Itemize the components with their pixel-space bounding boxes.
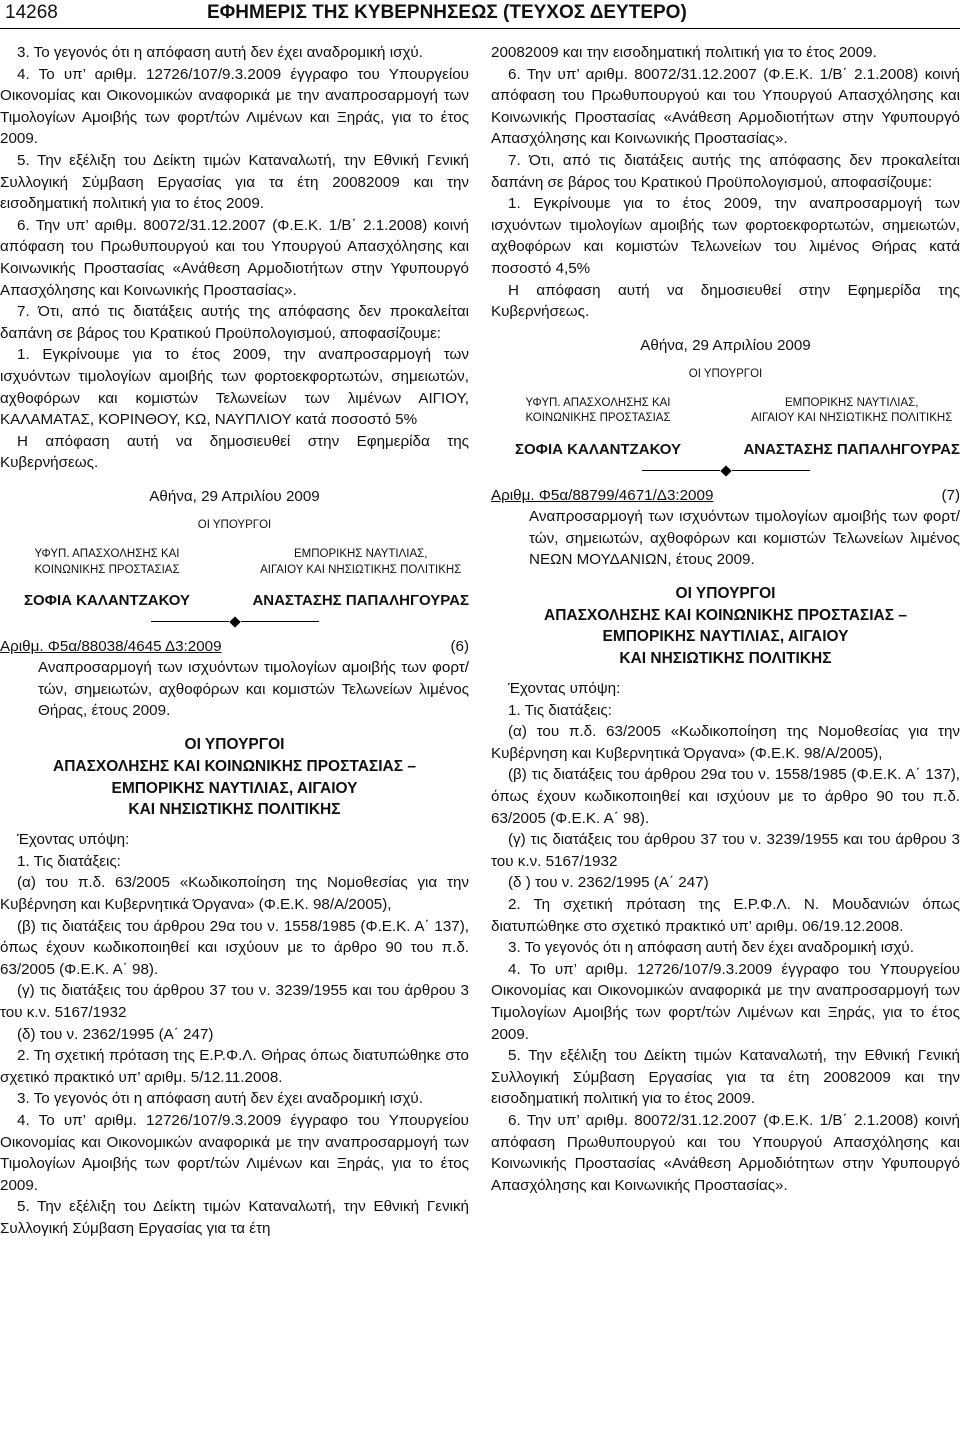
paragraph: 7. Ότι, από τις διατάξεις αυτής της απόφασης δεν προκαλείται δαπάνη σε βάρος του Κρατικού Προϋπολογισμού, αποφασίζουμε: [0,303,469,342]
decision-index: (6) [450,637,469,655]
paragraph: Έχοντας υπόψη: [508,680,621,698]
paragraph: 1. Τις διατάξεις: [508,701,612,719]
authority-heading: ΕΜΠΟΡΙΚΗΣ ΝΑΥΤΙΛΙΑΣ, ΑΙΓΑΙΟΥ [111,779,358,797]
paragraph: 1. Εγκρίνουμε για το έτος 2009, την αναπροσαρμογή των ισχυόντων τιμολογίων αμοιβής των φορτοεκφορτωτών, σημειωτών, αχθοφόρων και κομιστών Τελωνείων του λιμένος Θήρας κατά ποσοστό 4,5% [491,195,960,277]
paragraph: (γ) τις διατάξεις του άρθρου 37 του ν. 3239/1955 και του άρθρου 3 του κ.ν. 5167/1932 [491,831,960,870]
decision-number: Αριθμ. Φ5α/88799/4671/Δ3:2009 [491,486,714,504]
paragraph: 3. Το γεγονός ότι η απόφαση αυτή δεν έχει αναδρομική ισχύ. [17,44,423,61]
signatory-office: ΥΦΥΠ. ΑΠΑΣΧΟΛΗΣΗΣ ΚΑΙ [525,396,671,409]
authority-heading: ΕΜΠΟΡΙΚΗΣ ΝΑΥΤΙΛΙΑΣ, ΑΙΓΑΙΟΥ [602,628,849,646]
paragraph: 4. Το υπ’ αριθμ. 12726/107/9.3.2009 έγγραφο του Υπουργείου Οικονομίας και Οικονομικών αναφορικά με την αναπροσαρμογή των Τιμολογίων Αμοιβής των φορτ/τών Λιμένων και Ξηράς, για το έτος 2009. [0,65,469,148]
signature-date: Αθήνα, 29 Απριλίου 2009 [640,336,811,354]
ministers-label: ΟΙ ΥΠΟΥΡΓΟΙ [197,519,272,532]
signatory-office: ΑΙΓΑΙΟΥ ΚΑΙ ΝΗΣΙΩΤΙΚΗΣ ΠΟΛΙΤΙΚΗΣ [751,412,953,425]
paragraph: Η απόφαση αυτή να δημοσιευθεί στην Εφημερίδα της Κυβερνήσεως. [0,432,469,472]
separator-line [732,470,810,471]
paragraph: Η απόφαση αυτή να δημοσιευθεί στην Εφημερίδα της Κυβερνήσεως. [491,281,960,321]
ministers-label: ΟΙ ΥΠΟΥΡΓΟΙ [688,368,763,381]
decision-subject: Αναπροσαρμογή των ισχυόντων τιμολογίων αμοιβής των φορτ/τών, σημειωτών, αχθοφόρων και κομιστών Τελωνείων λιμένος ΝΕΩΝ ΜΟΥΔΑΝΙΩΝ, έτους 2009. [529,508,960,569]
signatory-name: ΑΝΑΣΤΑΣΗΣ ΠΑΠΑΛΗΓΟΥΡΑΣ [252,592,469,610]
diamond-icon [229,616,240,627]
paragraph: (δ) του ν. 2362/1995 (Α΄ 247) [17,1025,214,1043]
signatory-name: ΣΟΦΙΑ ΚΑΛΑΝΤΖΑΚΟΥ [515,440,682,458]
paragraph: (β) τις διατάξεις του άρθρου 29α του ν. 1558/1985 (Φ.Ε.Κ. Α΄ 137), όπως έχουν κωδικοποιηθεί και ισχύουν με το άρθρο 90 του π.δ. 63/2005 (Φ.Ε.Κ. Α΄ 98). [491,766,960,827]
paragraph: Έχοντας υπόψη: [17,831,130,849]
paragraph: 2. Τη σχετική πρόταση της Ε.Ρ.Φ.Λ. Ν. Μουδανιών όπως διατυπώθηκε στο σχετικό πρακτικό υπ’ αριθμ. 06/19.12.2008. [491,896,960,935]
signatory [24,547,190,612]
signatory-name: ΣΟΦΙΑ ΚΑΛΑΝΤΖΑΚΟΥ [24,592,191,610]
paragraph: 5. Την εξέλιξη του Δείκτη τιμών Καταναλωτή, την Εθνική Γενική Συλλογική Σύμβαση Εργασίας για τα έτη [0,1198,469,1237]
authority-heading: ΚΑΙ ΝΗΣΙΩΤΙΚΗΣ ΠΟΛΙΤΙΚΗΣ [619,650,832,668]
paragraph: 1. Τις διατάξεις: [17,852,121,870]
paragraph: 6. Την υπ’ αριθμ. 80072/31.12.2007 (Φ.Ε.Κ. 1/Β΄ 2.1.2008) κοινή απόφαση του Πρωθυπουργού και του Υπουργού Απασχόλησης και Κοινωνικής Προστασίας «Ανάθεση Αρμοδιοτήτων στην Υφυπουργό Απασχόλησης και Κοινωνικής Προστασίας». [491,65,960,148]
paragraph: 4. Το υπ’ αριθμ. 12726/107/9.3.2009 έγγραφο του Υπουργείου Οικονομίας και Οικονομικών αναφορικά με την αναπροσαρμογή των Τιμολογίων Αμοιβής των φορτ/τών Λιμένων και Ξηράς, για το έτος 2009. [491,960,960,1043]
decision-number: Αριθμ. Φ5α/88038/4645 Δ3:2009 [0,637,222,655]
page-number: 14268 [5,2,58,23]
paragraph: 7. Ότι, από τις διατάξεις αυτής της απόφασης δεν προκαλείται δαπάνη σε βάρος του Κρατικού Προϋπολογισμού, αποφασίζουμε: [491,151,960,191]
paragraph: 1. Εγκρίνουμε για το έτος 2009, την αναπροσαρμογή των ισχυόντων τιμολογίων αμοιβής των φορτοεκφορτωτών, σημειωτών, αχθοφόρων και κομιστών Τελωνείων των λιμένων ΑΙΓΙΟΥ, ΚΑΛΑΜΑΤΑΣ, ΚΟΡΙΝΘΟΥ, ΚΩ, ΝΑΥΠΛΙΟΥ κατά ποσοστό 5% [0,346,469,429]
signatory-office: ΥΦΥΠ. ΑΠΑΣΧΟΛΗΣΗΣ ΚΑΙ [34,548,180,561]
decision-header [491,485,960,507]
signature-date: Αθήνα, 29 Απριλίου 2009 [149,487,320,505]
authority-heading: ΑΠΑΣΧΟΛΗΣΗΣ ΚΑΙ ΚΟΙΝΩΝΙΚΗΣ ΠΡΟΣΤΑΣΙΑΣ – [544,606,907,624]
signature-block [0,547,469,612]
signatory-office: ΕΜΠΟΡΙΚΗΣ ΝΑΥΤΙΛΙΑΣ, [784,396,919,409]
signatory-office: ΚΟΙΝΩΝΙΚΗΣ ΠΡΟΣΤΑΣΙΑΣ [525,412,671,425]
authority-heading: ΑΠΑΣΧΟΛΗΣΗΣ ΚΑΙ ΚΟΙΝΩΝΙΚΗΣ ΠΡΟΣΤΑΣΙΑΣ – [53,757,416,775]
gazette-title: ΕΦΗΜΕΡΙΣ ΤΗΣ ΚΥΒΕΡΝΗΣΕΩΣ (ΤΕΥΧΟΣ ΔΕΥΤΕΡΟ) [207,2,687,23]
decision-subject: Αναπροσαρμογή των ισχυόντων τιμολογίων αμοιβής των φορτ/τών, σημειωτών, αχθοφόρων και κομιστών Τελωνείων λιμένος Θήρας, έτους 2009. [38,659,469,720]
paragraph: (α) του π.δ. 63/2005 «Κωδικοποίηση της Νομοθεσίας για την Κυβέρνηση και Κυβερνητικά Όργανα» (Φ.Ε.Κ. 98/Α/2005), [491,723,960,762]
paragraph: (δ ) του ν. 2362/1995 (Α΄ 247) [508,874,709,892]
authority-heading: ΟΙ ΥΠΟΥΡΓΟΙ [184,736,285,754]
paragraph: 6. Την υπ’ αριθμ. 80072/31.12.2007 (Φ.Ε.Κ. 1/Β΄ 2.1.2008) κοινή απόφαση του Πρωθυπουργού και του Υπουργού Απασχόλησης και Κοινωνικής Προστασίας «Ανάθεση Αρμοδιοτήτων στην Υφυπουργό Απασχόλησης και Κοινωνικής Προστασίας». [0,216,469,299]
signatory-name: ΑΝΑΣΤΑΣΗΣ ΠΑΠΑΛΗΓΟΥΡΑΣ [743,440,960,458]
authority-heading: ΟΙ ΥΠΟΥΡΓΟΙ [675,584,776,602]
paragraph: 20082009 και την εισοδηματική πολιτική για το έτος 2009. [491,44,877,61]
paragraph: 6. Την υπ’ αριθμ. 80072/31.12.2007 (Φ.Ε.Κ. 1/Β΄ 2.1.2008) κοινή απόφαση Πρωθυπουργού και του Υπουργού Απασχόλησης και Κοινωνικής Προστασίας «Ανάθεση Αρμοδιότητων στην Υφυπουργό Απασχόλησης και Κοινωνικής Προστασίας». [491,1111,960,1194]
separator-line [642,470,720,471]
signatory [515,396,681,461]
left-column [0,42,469,1240]
paragraph: (γ) τις διατάξεις του άρθρου 37 του ν. 3239/1955 και του άρθρου 3 του κ.ν. 5167/1932 [0,982,469,1021]
signatory-office: ΕΜΠΟΡΙΚΗΣ ΝΑΥΤΙΛΙΑΣ, [293,548,428,561]
paragraph: 3. Το γεγονός ότι η απόφαση αυτή δεν έχει αναδρομική ισχύ. [17,1090,423,1108]
signatory [252,547,469,612]
separator-line [151,621,229,622]
paragraph: (α) του π.δ. 63/2005 «Κωδικοποίηση της Νομοθεσίας για την Κυβέρνηση και Κυβερνητικά Όργανα» (Φ.Ε.Κ. 98/Α/2005), [0,874,469,913]
signatory-office: ΚΟΙΝΩΝΙΚΗΣ ΠΡΟΣΤΑΣΙΑΣ [34,563,180,576]
right-column [491,42,960,1196]
paragraph: (β) τις διατάξεις του άρθρου 29α του ν. 1558/1985 (Φ.Ε.Κ. Α΄ 137), όπως έχουν κωδικοποιηθεί και ισχύουν με το άρθρο 90 του π.δ. 63/2005 (Φ.Ε.Κ. Α΄ 98). [0,917,469,978]
diamond-icon [720,465,731,476]
separator-line [241,621,319,622]
signatory-office: ΑΙΓΑΙΟΥ ΚΑΙ ΝΗΣΙΩΤΙΚΗΣ ΠΟΛΙΤΙΚΗΣ [260,563,462,576]
decision-header [0,636,469,658]
signature-block [491,396,960,461]
paragraph: 5. Την εξέλιξη του Δείκτη τιμών Καταναλωτή, την Εθνική Γενική Συλλογική Σύμβαση Εργασίας για τα έτη 20082009 και την εισοδηματική πολιτική για το έτος 2009. [491,1047,960,1108]
paragraph: 5. Την εξέλιξη του Δείκτη τιμών Καταναλωτή, την Εθνική Γενική Συλλογική Σύμβαση Εργασίας για τα έτη 20082009 και την εισοδηματική πολιτική για το έτος 2009. [0,151,469,213]
paragraph: 4. Το υπ’ αριθμ. 12726/107/9.3.2009 έγγραφο του Υπουργείου Οικονομίας και Οικονομικών αναφορικά με την αναπροσαρμογή των Τιμολογίων Αμοιβής των φορτ/τών Λιμένων και Ξηράς, για το έτος 2009. [0,1111,469,1194]
paragraph: 2. Τη σχετική πρόταση της Ε.Ρ.Φ.Λ. Θήρας όπως διατυπώθηκε στο σχετικό πρακτικό υπ’ αριθμ. 5/12.11.2008. [0,1047,469,1086]
signatory [743,396,960,461]
decision-index: (7) [941,486,960,504]
authority-heading: ΚΑΙ ΝΗΣΙΩΤΙΚΗΣ ΠΟΛΙΤΙΚΗΣ [128,801,341,819]
header-rule [0,28,960,29]
section-separator [491,465,960,477]
section-separator [0,616,469,628]
page-header [0,0,960,30]
paragraph: 3. Το γεγονός ότι η απόφαση αυτή δεν έχει αναδρομική ισχύ. [508,939,914,957]
